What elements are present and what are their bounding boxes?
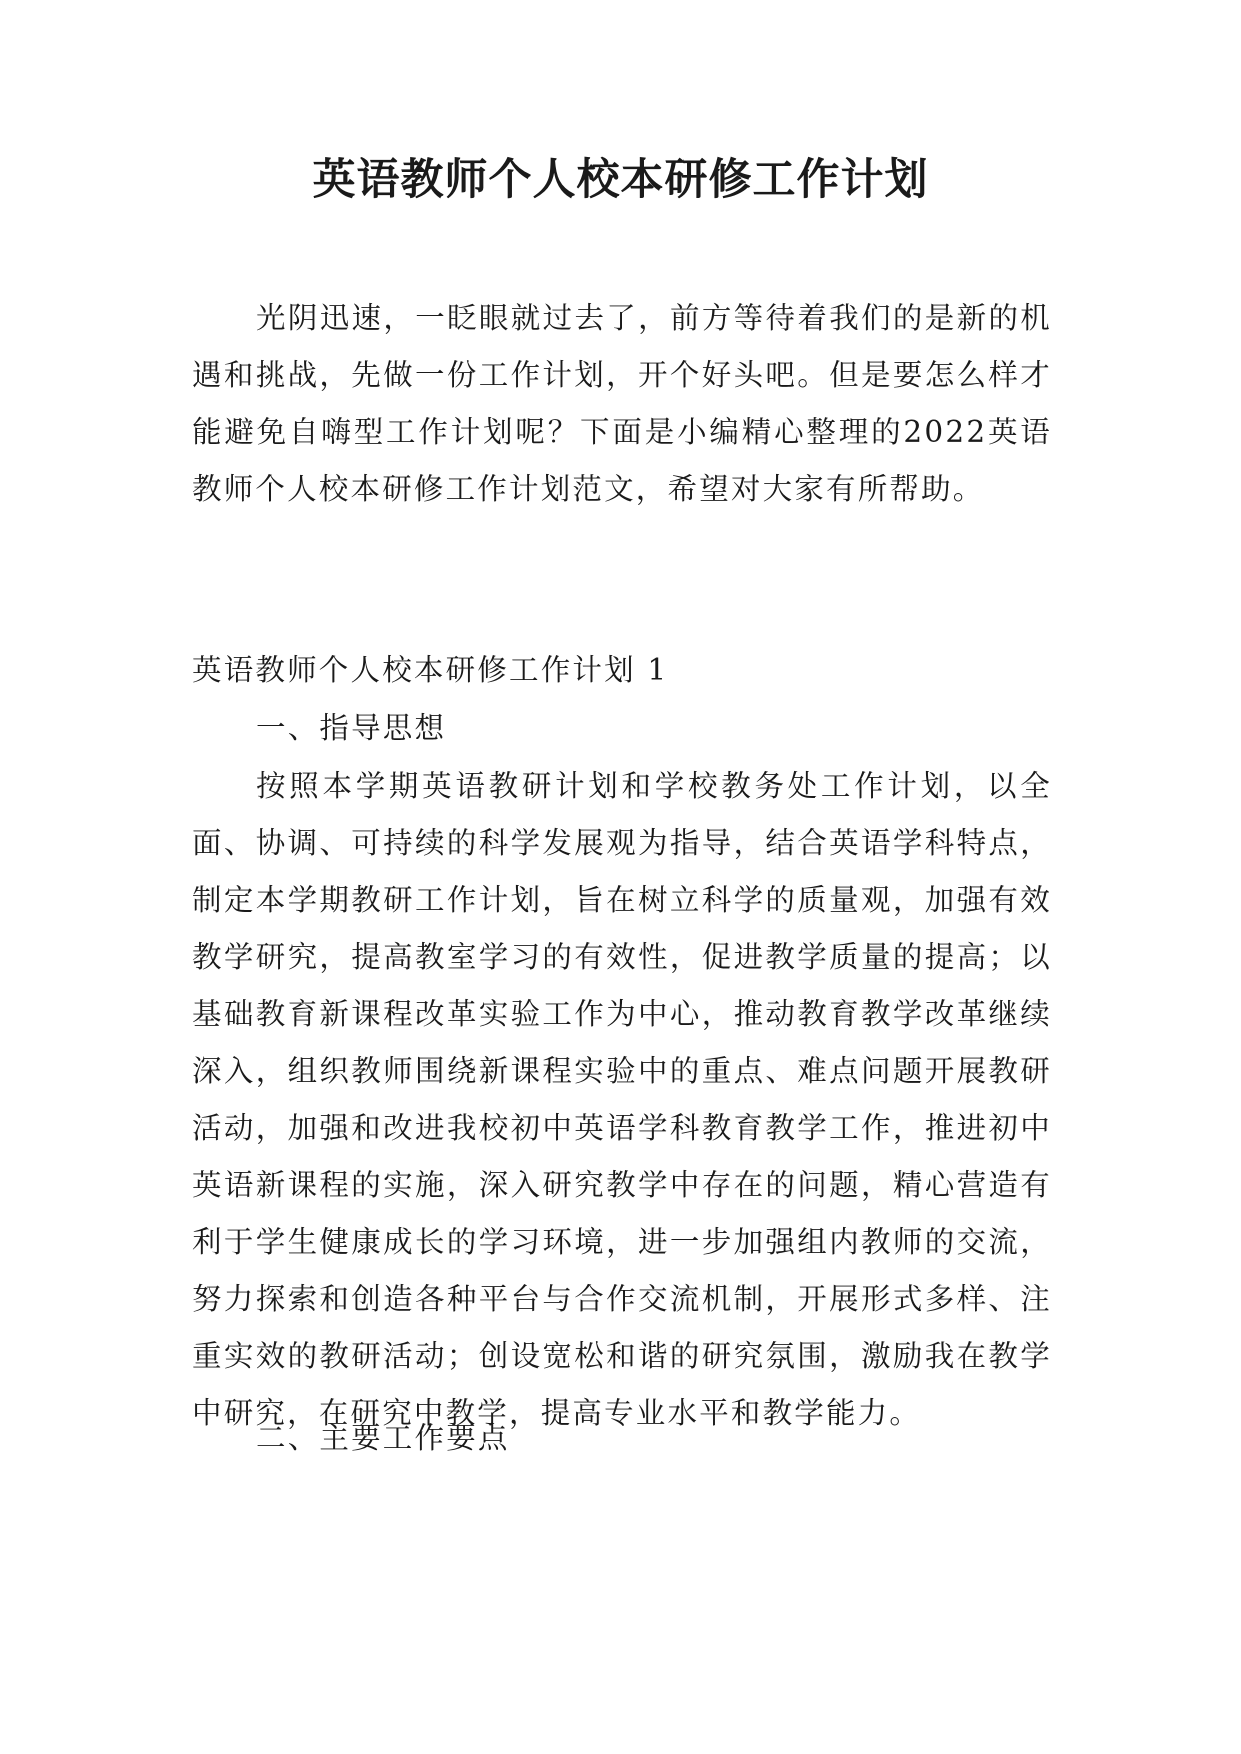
section-title: 英语教师个人校本研修工作计划 1 xyxy=(192,653,669,687)
intro-paragraph: 光阴迅速，一眨眼就过去了，前方等待着我们的是新的机遇和挑战，先做一份工作计划，开个好头吧。但是要怎么样才能避免自嗨型工作计划呢？下面是小编精心整理的2022英语教师个人校本研修工作计划范文，希望对大家有所帮助。 xyxy=(192,301,1052,506)
subheading-guiding-ideology: 一、指导思想 xyxy=(256,711,447,745)
guiding-ideology-paragraph: 按照本学期英语教研计划和学校教务处工作计划，以全面、协调、可持续的科学发展观为指导，结合英语学科特点，制定本学期教研工作计划，旨在树立科学的质量观，加强有效教学研究，提高教室学习的有效性，促进教学质量的提高；以基础教育新课程改革实验工作为中心，推动教育教学改革继续深入，组织教师围绕新课程实验中的重点、难点问题开展教研活动，加强和改进我校初中英语学科教育教学工作，推进初中英语新课程的实施，深入研究教学中存在的问题，精心营造有利于学生健康成长的学习环境，进一步加强组内教师的交流，努力探索和创造各种平台与合作交流机制，开展形式多样、注重实效的教研活动；创设宽松和谐的研究氛围，激励我在教学中研究，在研究中教学，提高专业水平和教学能力。 xyxy=(192,769,1052,1430)
subheading-main-work-points: 二、主要工作要点 xyxy=(256,1421,510,1455)
document-title: 英语教师个人校本研修工作计划 xyxy=(312,155,929,205)
